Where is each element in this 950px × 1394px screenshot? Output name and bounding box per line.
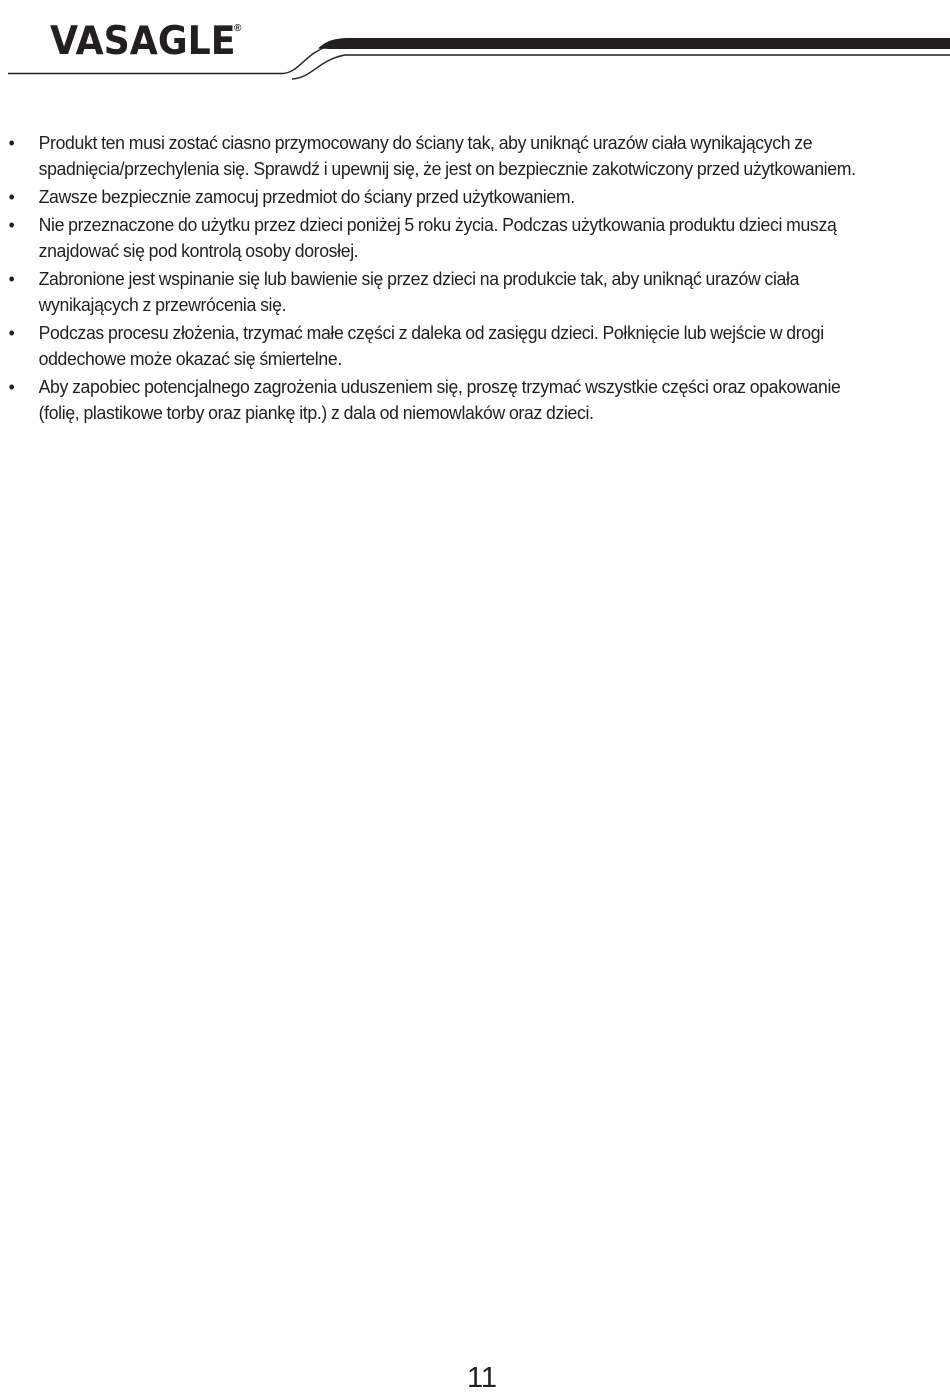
brand-logo-text: VASAGLE <box>50 19 236 64</box>
warning-item <box>0 374 888 426</box>
warning-text: Zabronione jest wspinanie się lub bawienie się przez dzieci na produkcie tak, aby uniknąć urazów ciała wynikających z przewrócenia się. <box>38 268 800 315</box>
page-header <box>0 0 950 90</box>
registered-mark: ® <box>234 23 242 34</box>
bullet-icon: • <box>8 215 15 235</box>
warning-item <box>0 320 888 372</box>
header-swoosh-line <box>282 46 950 74</box>
bullet-icon: • <box>8 377 15 397</box>
warning-text: Produkt ten musi zostać ciasno przymocowany do ściany tak, aby uniknąć urazów ciała wynikających ze spadnięcia/przechylenia się. Sprawdź i upewnij się, że jest on bezpiecznie zakotwiczony przed użytkowaniem. <box>38 132 856 179</box>
warning-item <box>0 212 888 264</box>
bullet-icon: • <box>8 323 15 343</box>
brand-logo <box>50 19 250 64</box>
header-swoosh-line-lower <box>292 55 950 79</box>
warning-item <box>0 130 888 182</box>
warning-text: Zawsze bezpiecznie zamocuj przedmiot do ściany przed użytkowaniem. <box>38 186 575 207</box>
warning-text: Aby zapobiec potencjalnego zagrożenia uduszeniem się, proszę trzymać wszystkie części oraz opakowanie (folię, plastikowe torby oraz piankę itp.) z dala od niemowlaków oraz dzieci. <box>38 376 841 423</box>
warning-text: Nie przeznaczone do użytku przez dzieci poniżej 5 roku życia. Podczas użytkowania produktu dzieci muszą znajdować się pod kontrolą osoby dorosłej. <box>38 214 837 261</box>
bullet-icon: • <box>8 187 15 207</box>
header-dark-band <box>318 38 950 49</box>
warning-list <box>0 130 950 426</box>
safety-warnings <box>0 130 950 428</box>
warning-item <box>0 266 888 318</box>
warning-text: Podczas procesu złożenia, trzymać małe części z daleka od zasięgu dzieci. Połknięcie lub wejście w drogi oddechowe może okazać się śmiertelne. <box>38 322 824 369</box>
page-number: 11 <box>466 1362 498 1394</box>
bullet-icon: • <box>8 133 15 153</box>
warning-item <box>0 184 888 210</box>
bullet-icon: • <box>8 269 15 289</box>
